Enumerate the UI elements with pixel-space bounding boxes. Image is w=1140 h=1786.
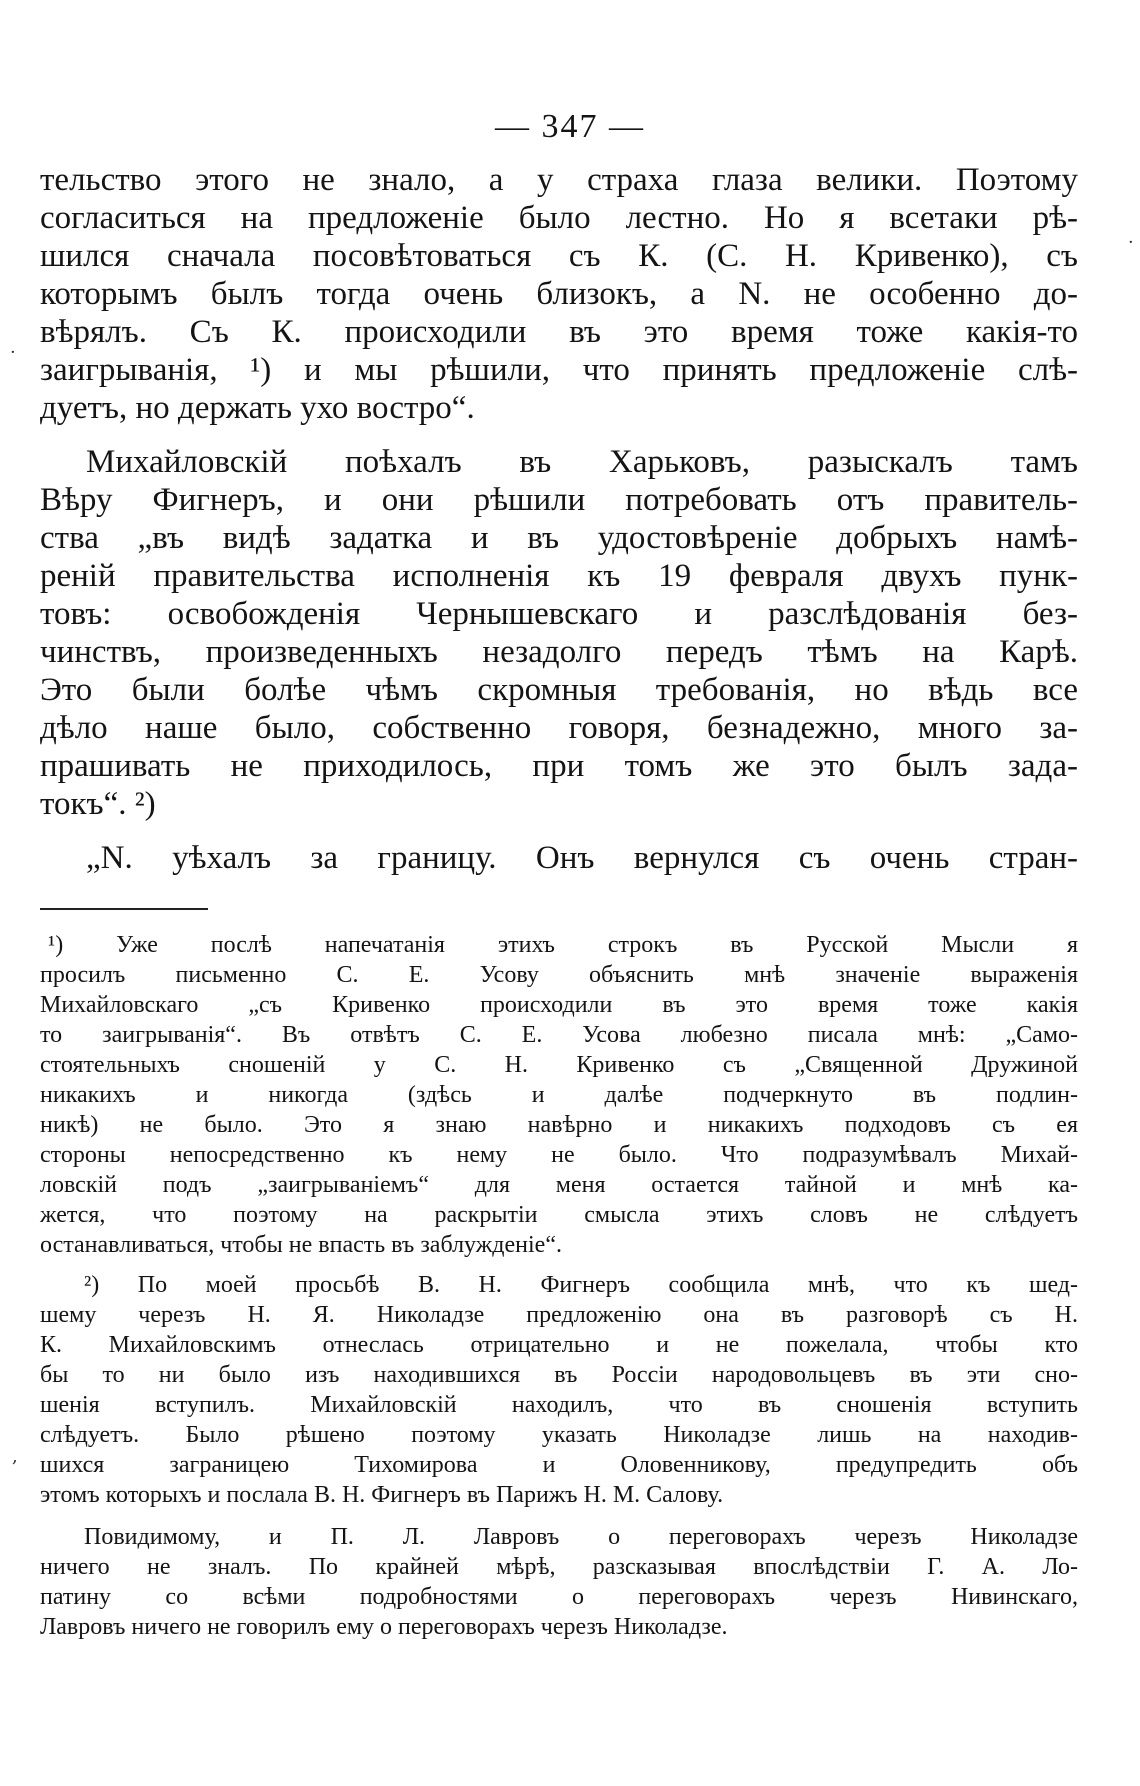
footnote-line: ²) По моей просьбѣ В. Н. Фигнеръ сообщила мнѣ, что къ шед- bbox=[84, 1272, 1078, 1298]
text-line: дѣло наше было, собственно говоря, безнадежно, много за- bbox=[40, 710, 1078, 746]
text-line: Вѣру Фигнеръ, и они рѣшили потребовать отъ правитель- bbox=[40, 482, 1078, 518]
footnote-line: то заигрыванія“. Въ отвѣтъ С. Е. Усова любезно писала мнѣ: „Само- bbox=[40, 1022, 1078, 1048]
text-line: реній правительства исполненія къ 19 февраля двухъ пунк- bbox=[40, 558, 1078, 594]
text-line: прашивать не приходилось, при томъ же это былъ зада- bbox=[40, 748, 1078, 784]
text-line: дуетъ, но держать ухо востро“. bbox=[40, 390, 475, 426]
footnote-line: Лавровъ ничего не говорилъ ему о переговорахъ черезъ Николадзе. bbox=[40, 1614, 728, 1640]
footnote-line: никакихъ и никогда (здѣсь и далѣе подчеркнуто въ подлин- bbox=[40, 1082, 1078, 1108]
text-line: Михайловскій поѣхалъ въ Харьковъ, разыскалъ тамъ bbox=[86, 444, 1078, 480]
text-line: токъ“. ²) bbox=[40, 786, 156, 822]
footnote-line: К. Михайловскимъ отнеслась отрицательно и не пожелала, чтобы кто bbox=[40, 1332, 1078, 1358]
footnote-line: Михайловскаго „съ Кривенко происходили въ это время тоже какія bbox=[40, 992, 1078, 1018]
text-line: чинствъ, произведенныхъ незадолго передъ тѣмъ на Карѣ. bbox=[40, 634, 1078, 670]
footnote-line: просилъ письменно С. Е. Усову объяснить мнѣ значеніе выраженія bbox=[40, 962, 1078, 988]
footnote-line: стороны непосредственно къ нему не было. Что подразумѣвалъ Михай- bbox=[40, 1142, 1078, 1168]
footnote-line: бы то ни было изъ находившихся въ Россіи народовольцевъ въ эти сно- bbox=[40, 1362, 1078, 1388]
footnote-line: шему черезъ Н. Я. Николадзе предложенію она въ разговорѣ съ Н. bbox=[40, 1302, 1078, 1328]
footnote-line: ловскій подъ „заигрываніемъ“ для меня остается тайной и мнѣ ка- bbox=[40, 1172, 1078, 1198]
text-line: ства „въ видѣ задатка и въ удостовѣреніе добрыхъ намѣ- bbox=[40, 520, 1078, 556]
footnote-line: слѣдуетъ. Было рѣшено поэтому указать Николадзе лишь на находив- bbox=[40, 1422, 1078, 1448]
footnote-line: Повидимому, и П. Л. Лавровъ о переговорахъ черезъ Николадзе bbox=[84, 1524, 1078, 1550]
footnote-line: шенія вступилъ. Михайловскій находилъ, что въ сношенія вступить bbox=[40, 1392, 1078, 1418]
text-line: согласиться на предложеніе было лестно. Но я всетаки рѣ- bbox=[40, 200, 1078, 236]
margin-mark: · bbox=[1128, 232, 1134, 253]
footnote-line: жется, что поэтому на раскрытіи смысла этихъ словъ не слѣдуетъ bbox=[40, 1202, 1078, 1228]
page-number: — 347 — bbox=[495, 108, 645, 145]
text-line: заигрыванія, ¹) и мы рѣшили, что принять предложеніе слѣ- bbox=[40, 352, 1078, 388]
margin-mark: , bbox=[12, 1446, 18, 1467]
text-line: Это были болѣе чѣмъ скромныя требованія, но вѣдь все bbox=[40, 672, 1078, 708]
footnote-line: патину со всѣми подробностями о переговорахъ черезъ Нивинскаго, bbox=[40, 1584, 1078, 1610]
footnote-line: стоятельныхъ сношеній у С. Н. Кривенко съ „Священной Дружиной bbox=[40, 1052, 1078, 1078]
footnote-line: ничего не зналъ. По крайней мѣрѣ, разсказывая впослѣдствіи Г. А. Ло- bbox=[40, 1554, 1078, 1580]
margin-mark: · bbox=[10, 342, 16, 363]
footnote-line: шихся заграницею Тихомирова и Оловенникову, предупредить объ bbox=[40, 1452, 1078, 1478]
footnote-line: никѣ) не было. Это я знаю навѣрно и никакихъ подходовъ съ ея bbox=[40, 1112, 1078, 1138]
footnote-line: этомъ которыхъ и послала В. Н. Фигнеръ въ Парижъ Н. М. Салову. bbox=[40, 1482, 724, 1508]
text-line: шился сначала посовѣтоваться съ К. (С. Н. Кривенко), съ bbox=[40, 238, 1078, 274]
text-line: которымъ былъ тогда очень близокъ, а N. не особенно до- bbox=[40, 276, 1078, 312]
text-line: товъ: освобожденія Чернышевскаго и разслѣдованія без- bbox=[40, 596, 1078, 632]
footnote-line: останавливаться, чтобы не впасть въ заблужденіе“. bbox=[40, 1232, 562, 1258]
text-line: „N. уѣхалъ за границу. Онъ вернулся съ очень стран- bbox=[86, 840, 1078, 876]
footnote-line: ¹) Уже послѣ напечатанія этихъ строкъ въ Русской Мысли я bbox=[48, 932, 1078, 958]
footnote-divider bbox=[40, 908, 208, 910]
text-line: вѣрялъ. Съ К. происходили въ это время тоже какія-то bbox=[40, 314, 1078, 350]
text-line: тельство этого не знало, а у страха глаза велики. Поэтому bbox=[40, 162, 1078, 198]
